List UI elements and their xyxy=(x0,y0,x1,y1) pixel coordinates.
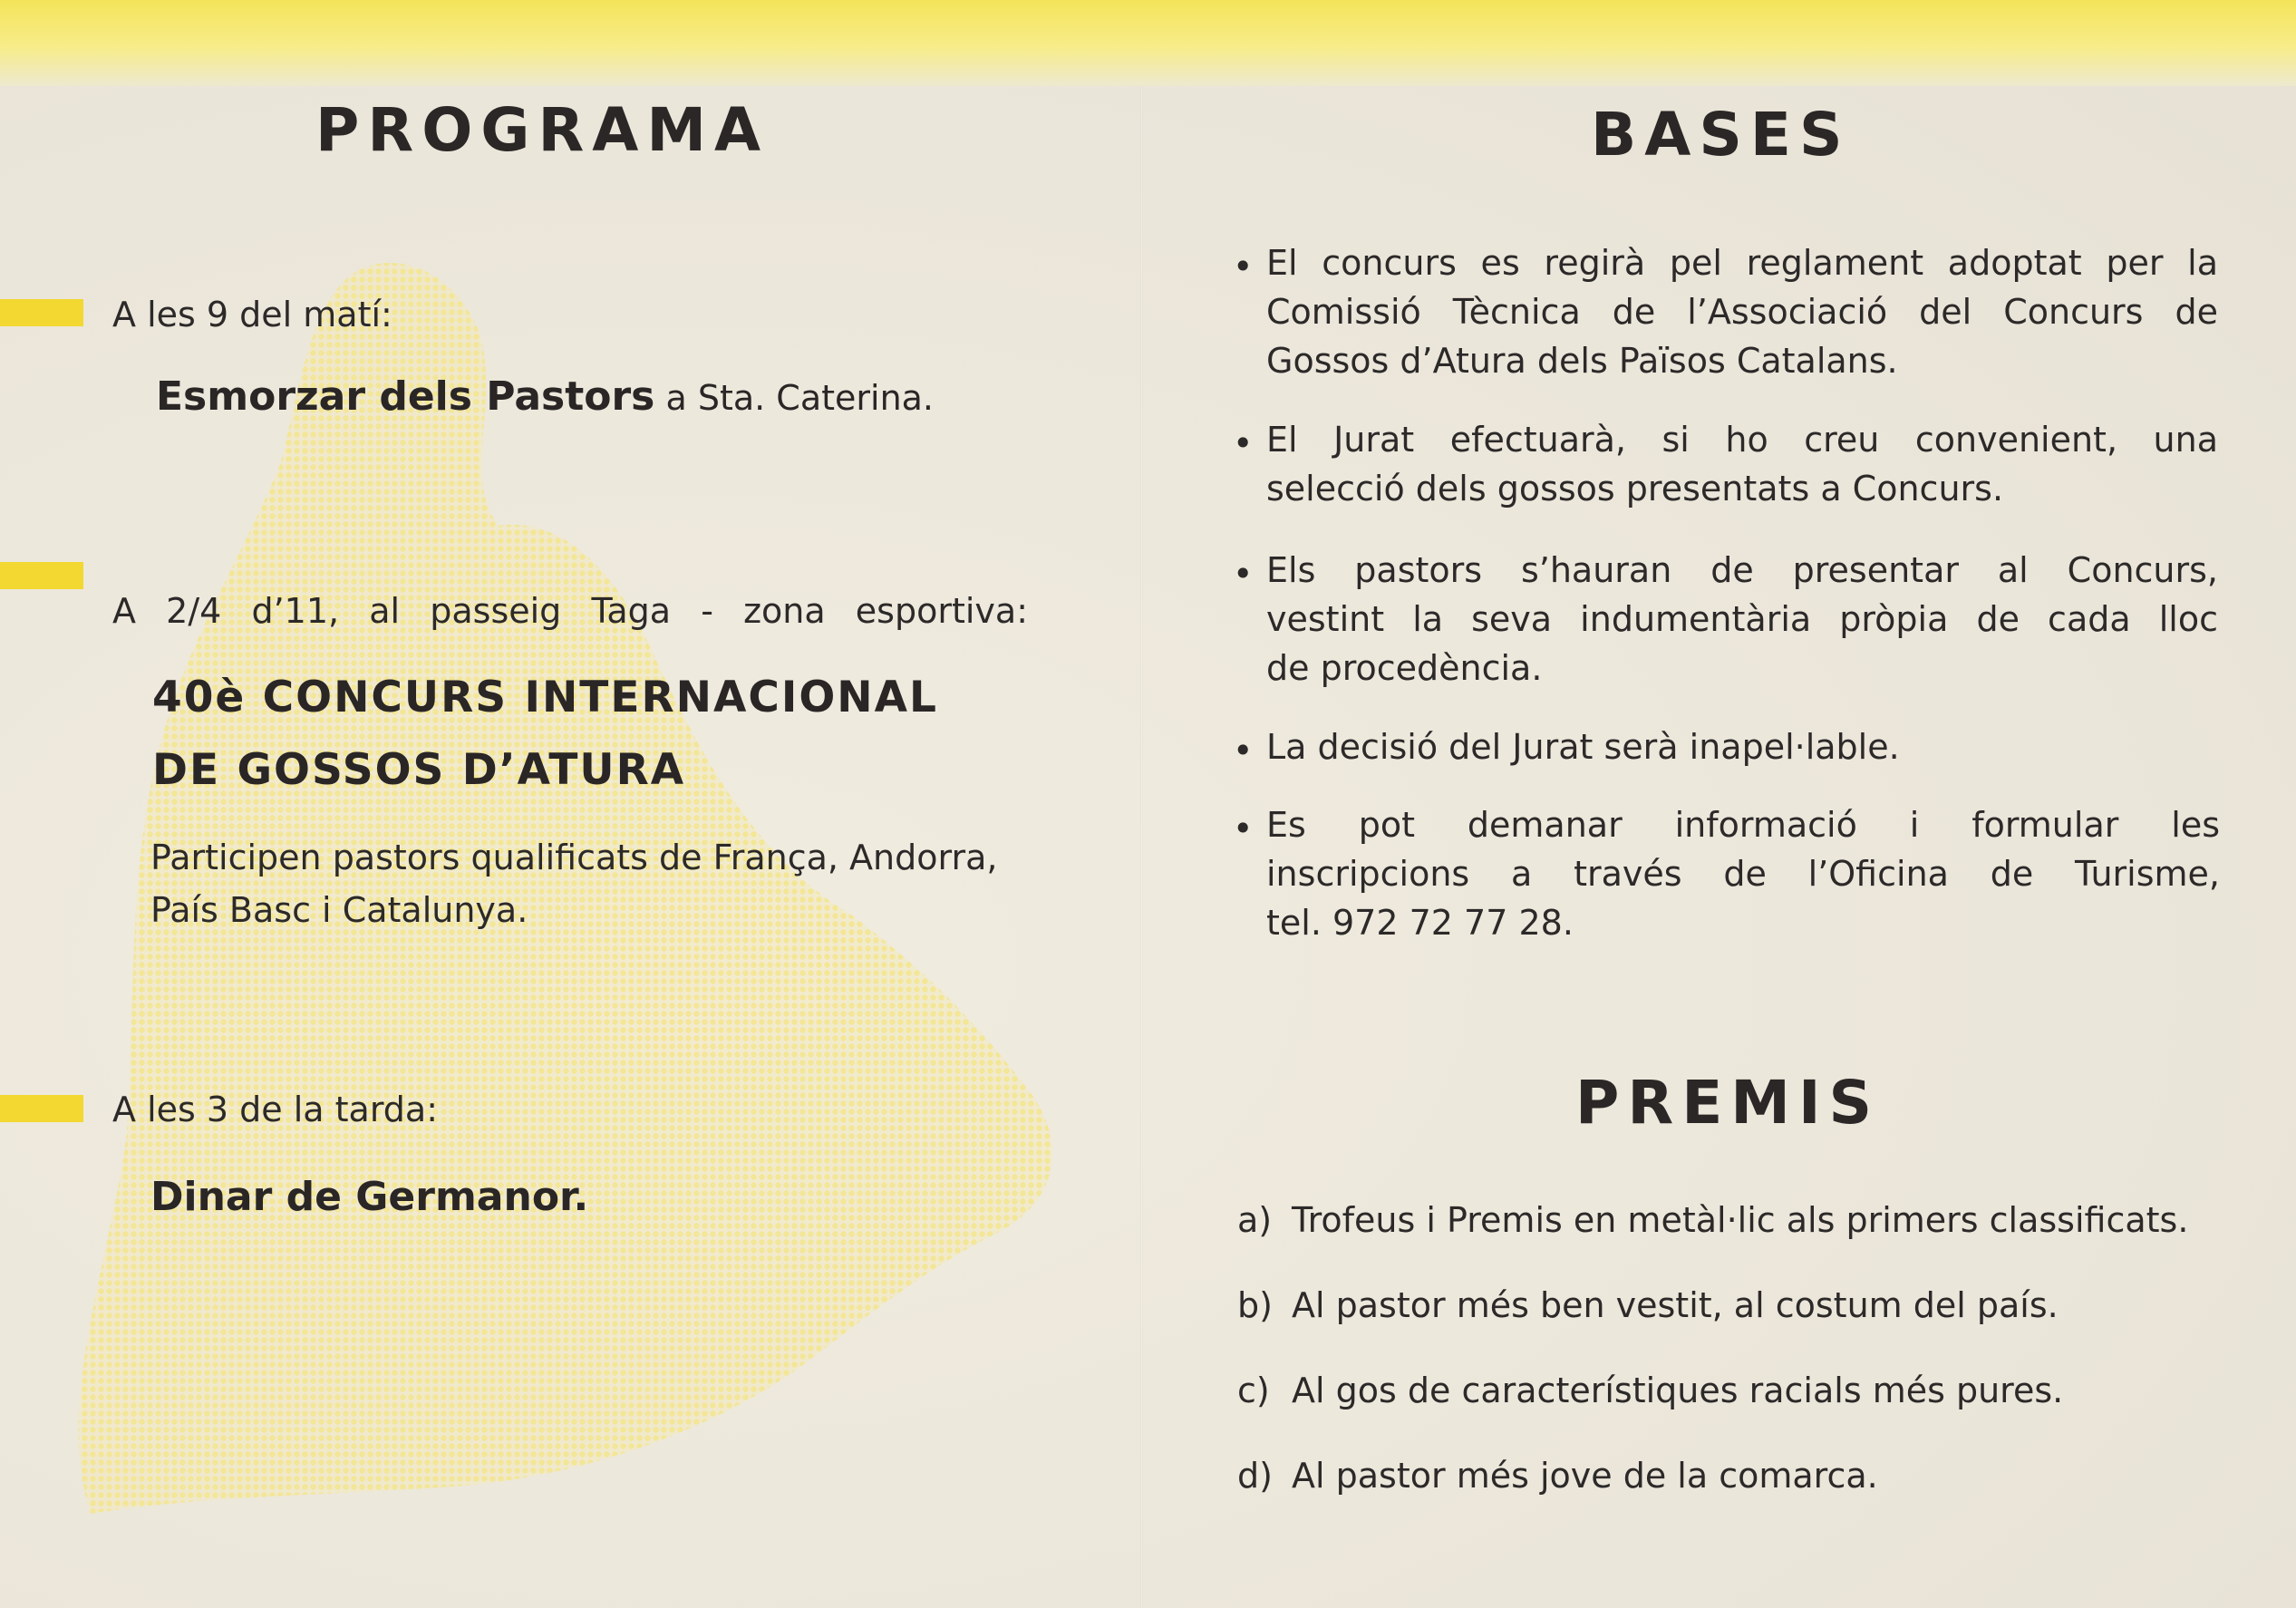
programa-title: PROGRAMA xyxy=(315,95,770,165)
premi-text: Al pastor més ben vestit, al costum del país. xyxy=(1292,1285,2059,1325)
premi-label: a) xyxy=(1237,1200,1273,1240)
base2-line1: El Jurat efectuarà, si ho creu convenient, una xyxy=(1266,420,2218,460)
bullet-dot-4: • xyxy=(1233,731,1254,770)
dog-illustration xyxy=(73,227,1088,1541)
premi-label: d) xyxy=(1237,1456,1273,1496)
base3-line2: vestint la seva indumentària pròpia de cada lloc xyxy=(1266,599,2218,639)
premi-item-c xyxy=(1237,1371,2063,1410)
event2-desc-line1: Participen pastors qualificats de França, Andorra, xyxy=(150,838,998,877)
premi-item-a xyxy=(1237,1200,2188,1240)
base1-line1: El concurs es regirà pel reglament adoptat per la xyxy=(1266,243,2218,283)
yellow-top-band xyxy=(0,0,2296,86)
event2-desc-line2: País Basc i Catalunya. xyxy=(150,890,528,930)
base4-line1: La decisió del Jurat serà inapel·lable. xyxy=(1266,727,1900,767)
bases-title: BASES xyxy=(1591,100,1851,170)
premi-text: Al pastor més jove de la comarca. xyxy=(1292,1456,1878,1496)
time-marker-2 xyxy=(0,562,83,589)
event1-time: A les 9 del matí: xyxy=(112,295,392,334)
event1-line xyxy=(156,373,934,420)
premi-text: Trofeus i Premis en metàl·lic als primers classificats. xyxy=(1292,1200,2189,1240)
event3-name: Dinar de Germanor. xyxy=(150,1174,589,1220)
bullet-dot-2: • xyxy=(1233,423,1254,463)
base5-line3: tel. 972 72 77 28. xyxy=(1266,903,1574,943)
base3-line3: de procedència. xyxy=(1266,648,1543,688)
event2-time: A 2/4 d’11, al passeig Taga - zona esportiva: xyxy=(112,591,1028,631)
bullet-dot-1: • xyxy=(1233,247,1254,286)
premis-title: PREMIS xyxy=(1575,1068,1881,1138)
base1-line2: Comissió Tècnica de l’Associació del Concurs de xyxy=(1266,292,2218,332)
base2-line2: selecció dels gossos presentats a Concurs. xyxy=(1266,469,2004,509)
time-marker-3 xyxy=(0,1095,83,1122)
event1-name: Esmorzar dels Pastors xyxy=(156,373,655,420)
event3-time: A les 3 de la tarda: xyxy=(112,1090,438,1129)
base1-line3: Gossos d’Atura dels Països Catalans. xyxy=(1266,341,1898,381)
time-marker-1 xyxy=(0,299,83,326)
base5-line1: Es pot demanar informació i formular les xyxy=(1266,805,2220,845)
event1-place: a Sta. Caterina. xyxy=(654,378,935,418)
bullet-dot-5: • xyxy=(1233,809,1254,848)
event2-title-line2: DE GOSSOS D’ATURA xyxy=(152,745,686,795)
center-fold xyxy=(1140,86,1143,1608)
base5-line2: inscripcions a través de l’Oficina de Turisme, xyxy=(1266,854,2220,894)
premi-label: b) xyxy=(1237,1285,1273,1325)
premi-item-d xyxy=(1237,1456,1878,1496)
premi-item-b xyxy=(1237,1285,2059,1325)
base3-line1: Els pastors s’hauran de presentar al Concurs, xyxy=(1266,550,2218,590)
event2-title-line1: 40è CONCURS INTERNACIONAL xyxy=(152,673,938,722)
bullet-dot-3: • xyxy=(1233,554,1254,594)
premi-text: Al gos de característiques racials més pures. xyxy=(1292,1371,2064,1410)
premi-label: c) xyxy=(1237,1371,1270,1410)
